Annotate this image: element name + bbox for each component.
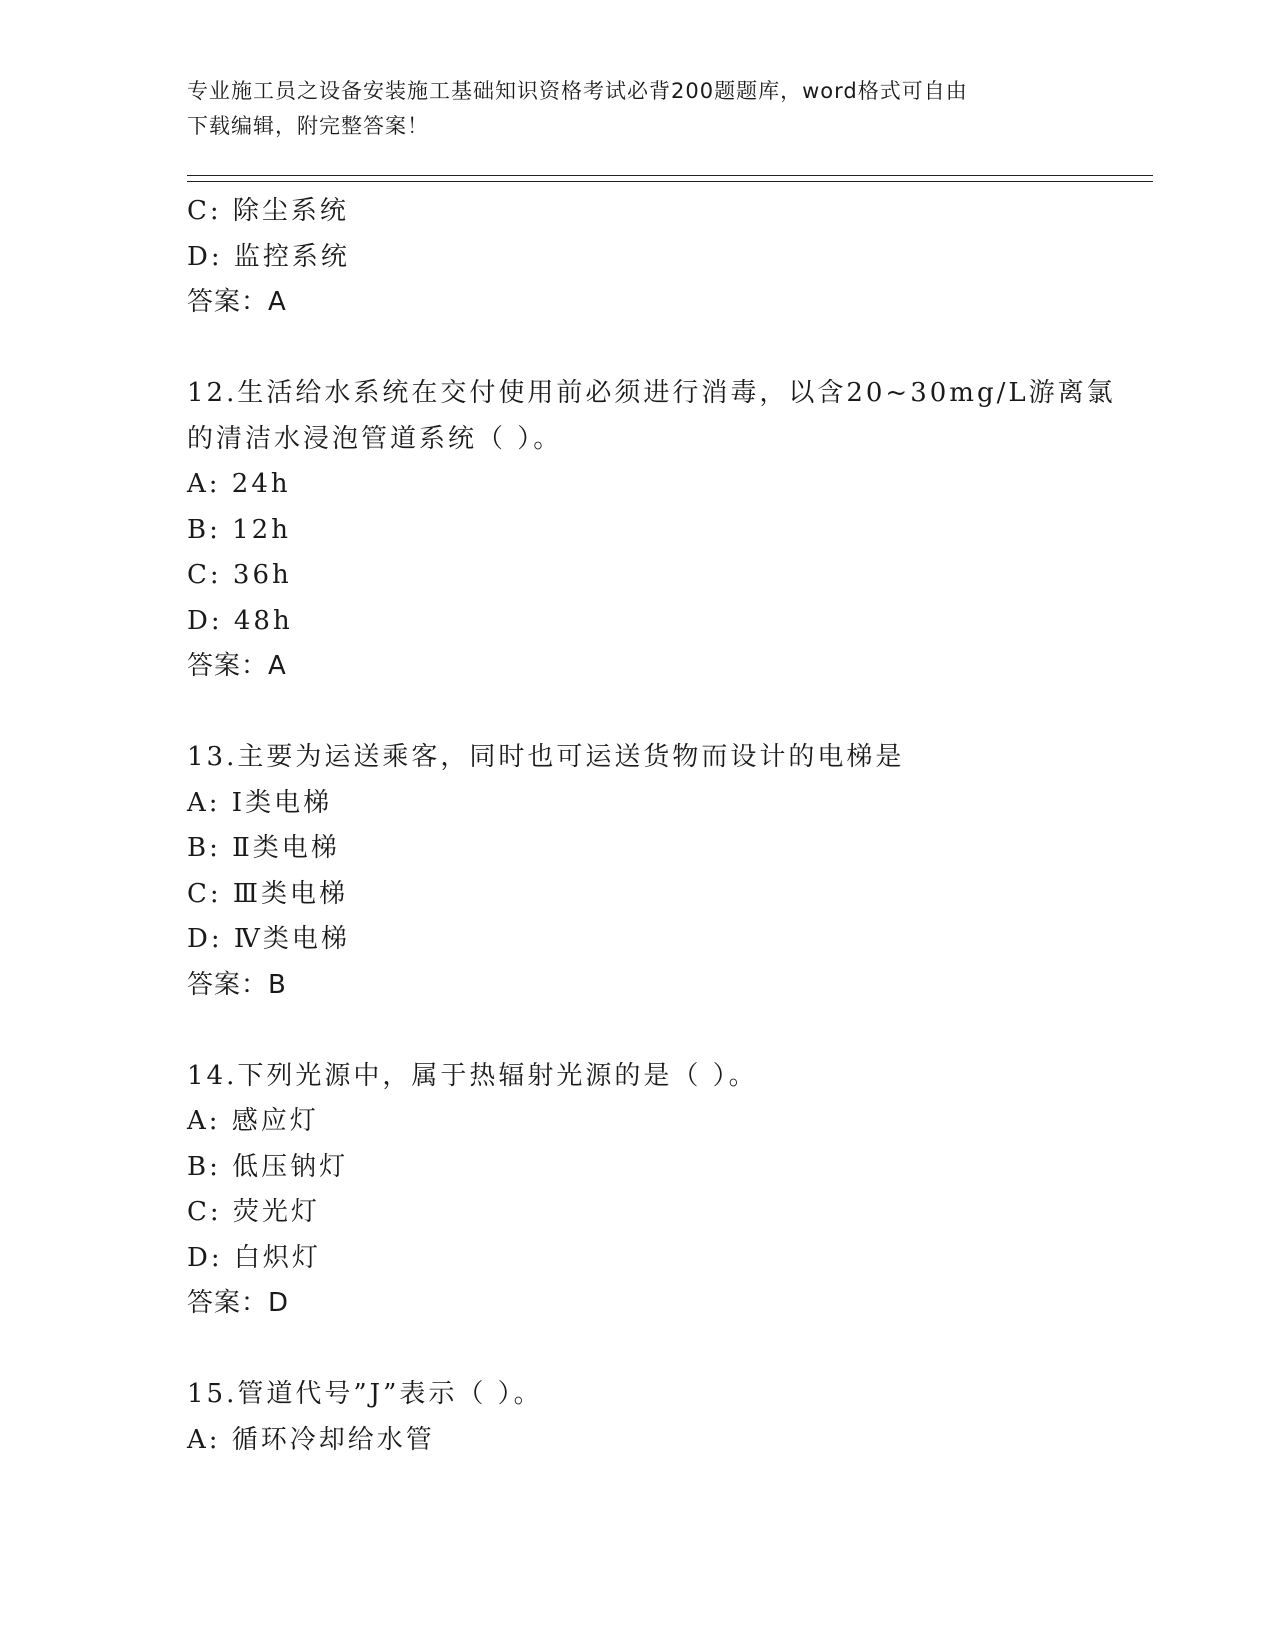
document-header xyxy=(187,74,1087,144)
option-b: B: 12h xyxy=(187,514,291,545)
option-a: A: 感应灯 xyxy=(187,1106,319,1136)
question-stem: 13.主要为运送乘客，同时也可运送货物而设计的电梯是 xyxy=(187,742,905,772)
question-list xyxy=(187,189,1116,1463)
spacer xyxy=(187,326,1087,372)
answer: 答案：A xyxy=(187,651,287,681)
option-a: A: 24h xyxy=(187,469,291,499)
answer: 答案：D xyxy=(187,1288,290,1318)
option-d: D: 监控系统 xyxy=(187,241,350,272)
option-a: A: Ⅰ类电梯 xyxy=(187,787,333,818)
answer: 答案：B xyxy=(187,969,287,1000)
option-c: C: 36h xyxy=(187,560,292,590)
option-d: D: 白炽灯 xyxy=(187,1242,321,1273)
option-d: D: Ⅳ类电梯 xyxy=(187,924,350,954)
question-15 xyxy=(187,1372,1087,1463)
question-stem-line-2: 的清洁水浸泡管道系统（ ）。 xyxy=(187,423,563,454)
question-11 xyxy=(187,189,1087,326)
option-c: C: Ⅲ类电梯 xyxy=(187,878,348,909)
option-b: B: Ⅱ类电梯 xyxy=(187,833,340,863)
spacer xyxy=(187,1008,1087,1054)
option-d: D: 48h xyxy=(187,605,293,636)
header-title-line-1: 专业施工员之设备安装施工基础知识资格考试必背200题题库，word格式可自由 xyxy=(187,79,968,103)
question-stem-line-1: 12.生活给水系统在交付使用前必须进行消毒，以含20~30mg/L游离氯 xyxy=(187,378,1116,408)
header-title-line-2: 下载编辑，附完整答案！ xyxy=(187,114,429,138)
spacer xyxy=(187,690,1087,736)
question-stem: 15.管道代号”J”表示（ ）。 xyxy=(187,1379,543,1409)
answer: 答案：A xyxy=(187,287,287,317)
option-b: B: 低压钠灯 xyxy=(187,1151,349,1182)
header-divider-bottom xyxy=(187,181,1153,182)
option-c: C: 荧光灯 xyxy=(187,1197,320,1227)
question-stem: 14.下列光源中，属于热辐射光源的是（ ）。 xyxy=(187,1060,758,1091)
question-13 xyxy=(187,735,1087,1008)
option-a: A: 循环冷却给水管 xyxy=(187,1424,435,1455)
spacer xyxy=(187,1327,1087,1373)
question-14 xyxy=(187,1054,1087,1327)
header-divider-top xyxy=(187,175,1153,176)
option-c: C: 除尘系统 xyxy=(187,196,349,226)
question-12 xyxy=(187,371,1116,690)
